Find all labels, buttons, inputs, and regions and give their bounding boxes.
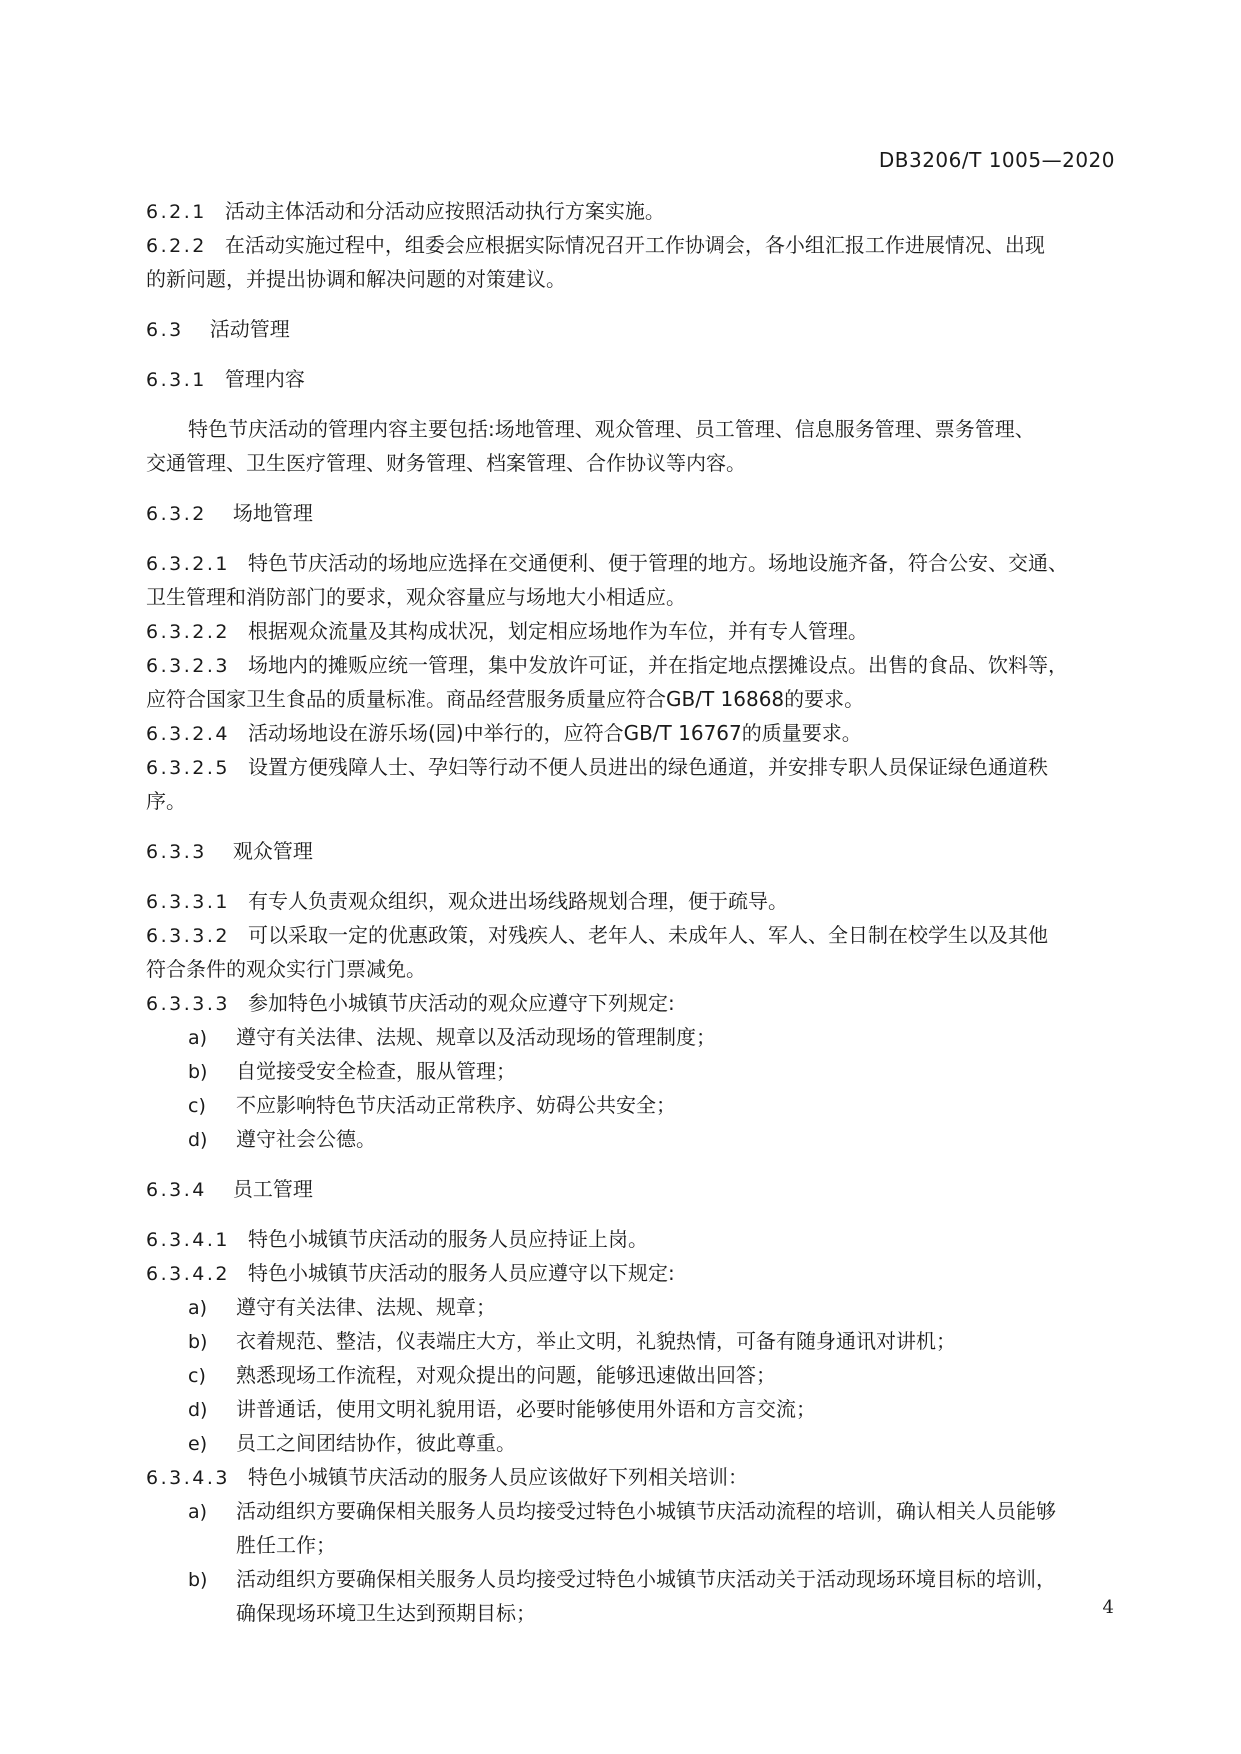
clause-6-3-3-3 bbox=[146, 986, 1116, 1020]
list-item bbox=[146, 1562, 1116, 1596]
list-item-text: 活动组织方要确保相关服务人员均接受过特色小城镇节庆活动关于活动现场环境目标的培训， bbox=[236, 1567, 1056, 1591]
clause-6-3-2-3 bbox=[146, 648, 1116, 682]
clause-text: 活动场地设在游乐场(园)中举行的，应符合GB/T 16767的质量要求。 bbox=[247, 721, 862, 745]
clause-text: 参加特色小城镇节庆活动的观众应遵守下列规定: bbox=[247, 991, 675, 1015]
clause-continuation: 的新问题，并提出协调和解决问题的对策建议。 bbox=[146, 267, 566, 291]
clause-number: 6.3.3.3 bbox=[146, 993, 230, 1015]
list-marker: c) bbox=[188, 1095, 206, 1117]
list-item-text: 不应影响特色节庆活动正常秩序、妨碍公共安全； bbox=[236, 1093, 676, 1117]
page-number: 4 bbox=[1102, 1597, 1114, 1618]
clause-6-3-2-5 bbox=[146, 750, 1116, 784]
clause-text: 特色小城镇节庆活动的服务人员应持证上岗。 bbox=[247, 1227, 648, 1251]
clause-text: 特色小城镇节庆活动的服务人员应遵守以下规定: bbox=[247, 1261, 675, 1285]
section-heading-6-3 bbox=[146, 312, 1116, 346]
clause-text: 特色小城镇节庆活动的服务人员应该做好下列相关培训： bbox=[247, 1465, 748, 1489]
list-item-continuation: 确保现场环境卫生达到预期目标； bbox=[236, 1601, 536, 1625]
list-item-text: 自觉接受安全检查，服从管理； bbox=[236, 1059, 516, 1083]
list-item-continuation: 胜任工作； bbox=[236, 1533, 336, 1557]
clause-text: 在活动实施过程中，组委会应根据实际情况召开工作协调会，各小组汇报工作进展情况、出现 bbox=[224, 233, 1045, 257]
section-heading-6-3-3 bbox=[146, 834, 1116, 868]
clause-6-3-4-3 bbox=[146, 1460, 1116, 1494]
clause-continuation: 应符合国家卫生食品的质量标准。商品经营服务质量应符合GB/T 16868的要求。 bbox=[146, 687, 865, 711]
clause-text: 设置方便残障人士、孕妇等行动不便人员进出的绿色通道，并安排专职人员保证绿色通道秩 bbox=[247, 755, 1048, 779]
clause-number: 6.2.2 bbox=[146, 235, 207, 257]
list-marker: b) bbox=[188, 1569, 208, 1591]
list-marker: d) bbox=[188, 1399, 208, 1421]
document-code-header: DB3206/T 1005—2020 bbox=[878, 148, 1115, 172]
section-title: 观众管理 bbox=[232, 839, 313, 863]
clause-number: 6.3.2.4 bbox=[146, 723, 230, 745]
list-marker: b) bbox=[188, 1331, 208, 1353]
clause-number: 6.3.2.2 bbox=[146, 621, 230, 643]
list-item-text: 员工之间团结协作，彼此尊重。 bbox=[236, 1431, 516, 1455]
section-title: 管理内容 bbox=[224, 367, 305, 391]
list-item-text: 衣着规范、整洁，仪表端庄大方，举止文明，礼貌热情，可备有随身通讯对讲机； bbox=[236, 1329, 956, 1353]
list-item-text: 遵守社会公德。 bbox=[236, 1127, 376, 1151]
list-item bbox=[146, 1088, 1116, 1122]
clause-number: 6.3.4.2 bbox=[146, 1263, 230, 1285]
clause-text: 可以采取一定的优惠政策，对残疾人、老年人、未成年人、军人、全日制在校学生以及其他 bbox=[247, 923, 1048, 947]
list-marker: c) bbox=[188, 1365, 206, 1387]
section-title: 场地管理 bbox=[232, 501, 313, 525]
clause-text: 根据观众流量及其构成状况，划定相应场地作为车位，并有专人管理。 bbox=[247, 619, 868, 643]
list-item bbox=[146, 1392, 1116, 1426]
clause-number: 6.3.2.5 bbox=[146, 757, 230, 779]
list-marker: d) bbox=[188, 1129, 208, 1151]
section-number: 6.3.2 bbox=[146, 503, 207, 525]
list-item-text: 活动组织方要确保相关服务人员均接受过特色小城镇节庆活动流程的培训，确认相关人员能够 bbox=[236, 1499, 1056, 1523]
clause-number: 6.3.4.1 bbox=[146, 1229, 230, 1251]
list-item bbox=[146, 1020, 1116, 1054]
list-marker: b) bbox=[188, 1061, 208, 1083]
section-heading-6-3-1 bbox=[146, 362, 1116, 396]
clause-number: 6.3.3.2 bbox=[146, 925, 230, 947]
paragraph-line: 交通管理、卫生医疗管理、财务管理、档案管理、合作协议等内容。 bbox=[146, 451, 746, 475]
list-item-text: 讲普通话，使用文明礼貌用语，必要时能够使用外语和方言交流； bbox=[236, 1397, 816, 1421]
list-item bbox=[146, 1358, 1116, 1392]
list-item-text: 遵守有关法律、法规、规章以及活动现场的管理制度； bbox=[236, 1025, 716, 1049]
section-number: 6.3.1 bbox=[146, 369, 207, 391]
list-item bbox=[146, 1426, 1116, 1460]
clause-text: 有专人负责观众组织，观众进出场线路规划合理，便于疏导。 bbox=[247, 889, 788, 913]
clause-text: 特色节庆活动的场地应选择在交通便利、便于管理的地方。场地设施齐备，符合公安、交通、 bbox=[247, 551, 1068, 575]
section-number: 6.3.3 bbox=[146, 841, 207, 863]
list-item bbox=[146, 1122, 1116, 1156]
list-item bbox=[146, 1494, 1116, 1528]
section-heading-6-3-4 bbox=[146, 1172, 1116, 1206]
section-number: 6.3 bbox=[146, 319, 184, 341]
clause-number: 6.3.3.1 bbox=[146, 891, 230, 913]
section-title: 活动管理 bbox=[209, 317, 290, 341]
list-item bbox=[146, 1290, 1116, 1324]
list-marker: a) bbox=[188, 1027, 208, 1049]
list-marker: a) bbox=[188, 1297, 208, 1319]
clause-continuation: 卫生管理和消防部门的要求，观众容量应与场地大小相适应。 bbox=[146, 585, 686, 609]
clause-6-3-2-2 bbox=[146, 614, 1116, 648]
clause-6-3-4-2 bbox=[146, 1256, 1116, 1290]
list-item bbox=[146, 1054, 1116, 1088]
list-marker: e) bbox=[188, 1433, 208, 1455]
section-heading-6-3-2 bbox=[146, 496, 1116, 530]
clause-number: 6.3.2.3 bbox=[146, 655, 230, 677]
clause-6-3-2-4 bbox=[146, 716, 1116, 750]
clause-continuation: 序。 bbox=[146, 789, 186, 813]
clause-number: 6.2.1 bbox=[146, 201, 207, 223]
clause-number: 6.3.2.1 bbox=[146, 553, 230, 575]
section-title: 员工管理 bbox=[232, 1177, 313, 1201]
paragraph-line: 特色节庆活动的管理内容主要包括:场地管理、观众管理、员工管理、信息服务管理、票务管理、 bbox=[188, 417, 1035, 441]
list-item-text: 遵守有关法律、法规、规章； bbox=[236, 1295, 496, 1319]
clause-6-3-3-2 bbox=[146, 918, 1116, 952]
clause-6-2-2 bbox=[146, 228, 1116, 262]
clause-6-3-3-1 bbox=[146, 884, 1116, 918]
clause-6-2-1 bbox=[146, 194, 1116, 228]
clause-continuation: 符合条件的观众实行门票减免。 bbox=[146, 957, 426, 981]
clause-6-3-4-1 bbox=[146, 1222, 1116, 1256]
list-item bbox=[146, 1324, 1116, 1358]
clause-number: 6.3.4.3 bbox=[146, 1467, 230, 1489]
clause-text: 活动主体活动和分活动应按照活动执行方案实施。 bbox=[224, 199, 665, 223]
list-marker: a) bbox=[188, 1501, 208, 1523]
section-number: 6.3.4 bbox=[146, 1179, 207, 1201]
clause-text: 场地内的摊贩应统一管理，集中发放许可证，并在指定地点摆摊设点。出售的食品、饮料等， bbox=[247, 653, 1068, 677]
list-item-text: 熟悉现场工作流程，对观众提出的问题，能够迅速做出回答； bbox=[236, 1363, 776, 1387]
clause-6-3-2-1 bbox=[146, 546, 1116, 580]
document-body bbox=[146, 194, 1116, 1630]
